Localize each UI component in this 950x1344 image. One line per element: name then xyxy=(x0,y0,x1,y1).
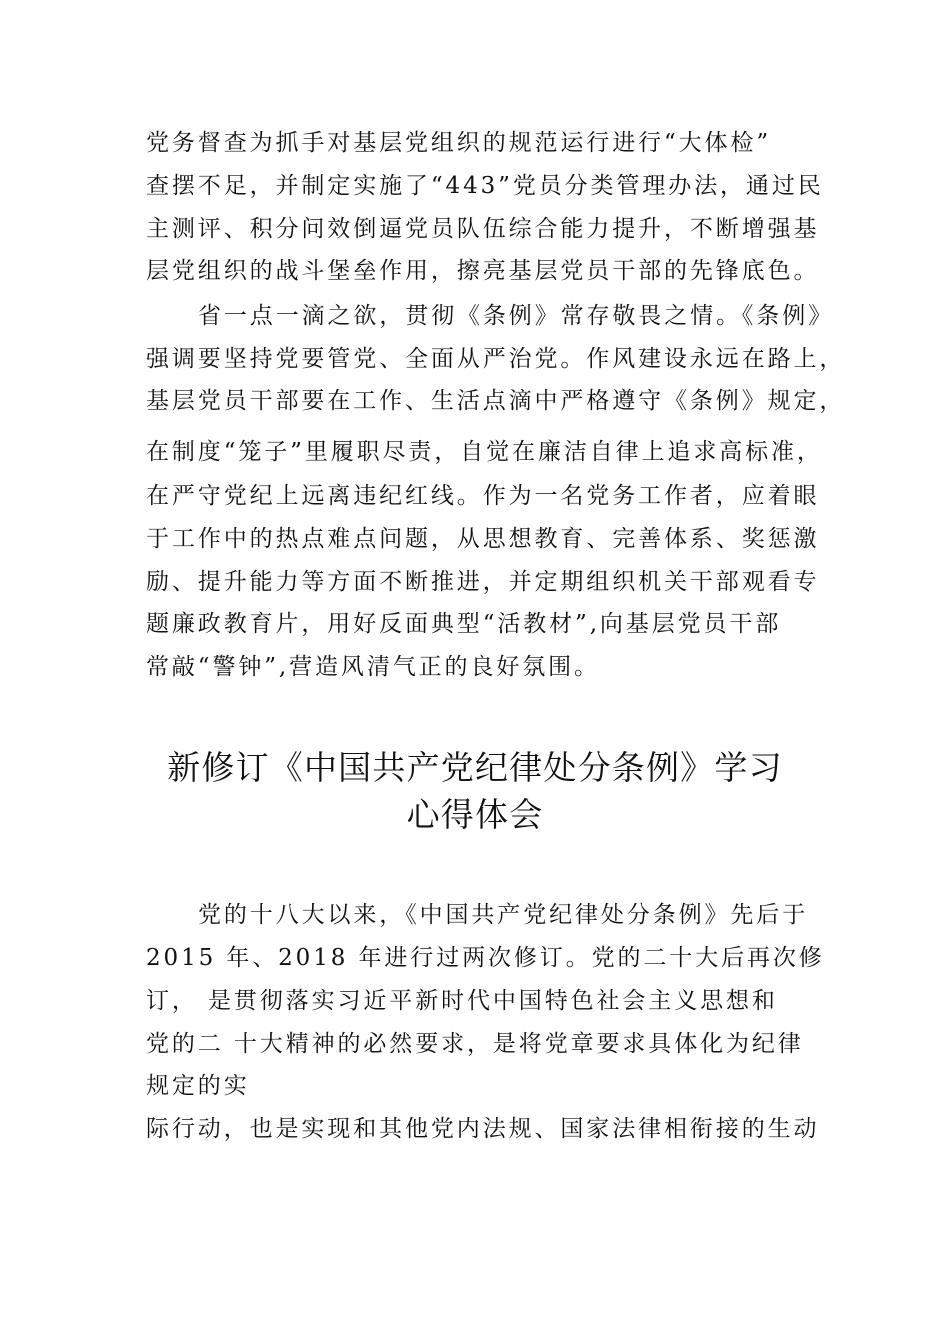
text-line: 际行动，也是实现和其他党内法规、国家法律相衔接的生动 xyxy=(146,1116,820,1142)
text-line: 查摆不足，并制定实施了“443”党员分类管理办法，通过民 xyxy=(146,173,824,199)
text-line: 在制度“笼子”里履职尽责，自觉在廉洁自律上追求高标准， xyxy=(146,439,823,465)
text-line: 党的十八大以来，《中国共产党纪律处分条例》先后于 xyxy=(198,902,809,928)
text-line: 党的二 十大精神的必然要求，是将党章要求具体化为纪律 xyxy=(146,1031,804,1057)
heading-line: 新修订《中国共产党纪律处分条例》学习 xyxy=(167,748,783,787)
text-line: 党务督查为抓手对基层党组织的规范运行进行“大体检” xyxy=(146,130,772,156)
text-line: 题廉政教育片，用好反面典型“活教材”,向基层党员干部 xyxy=(146,611,782,637)
text-line: 规定的实 xyxy=(146,1073,250,1099)
text-line: 强调要坚持党要管党、全面从严治党。作风建设永远在路上， xyxy=(146,346,846,372)
text-line: 常敲“警钟”,营造风清气正的良好氛围。 xyxy=(146,654,600,680)
text-line: 层党组织的战斗堡垒作用，擦亮基层党员干部的先锋底色。 xyxy=(146,258,820,284)
text-line: 2015 年、2018 年进行过两次修订。党的二十大后再次修 xyxy=(146,945,825,971)
text-line: 省一点一滴之欲，贯彻《条例》常存敬畏之情。《条例》 xyxy=(198,303,834,329)
text-line: 在严守党纪上远离违纪红线。作为一名党务工作者，应着眼 xyxy=(146,483,820,509)
text-line: 订， 是贯彻落实习近平新时代中国特色社会主义思想和 xyxy=(146,988,778,1014)
text-line: 于工作中的热点难点问题，从思想教育、完善体系、奖惩激 xyxy=(146,526,820,552)
text-line: 励、提升能力等方面不断推进，并定期组织机关干部观看专 xyxy=(146,569,820,595)
text-line: 主测评、积分问效倒逼党员队伍综合能力提升，不断增强基 xyxy=(146,216,820,242)
heading-line: 心得体会 xyxy=(406,795,544,834)
text-line: 基层党员干部要在工作、生活点滴中严格遵守《条例》规定， xyxy=(146,388,846,414)
